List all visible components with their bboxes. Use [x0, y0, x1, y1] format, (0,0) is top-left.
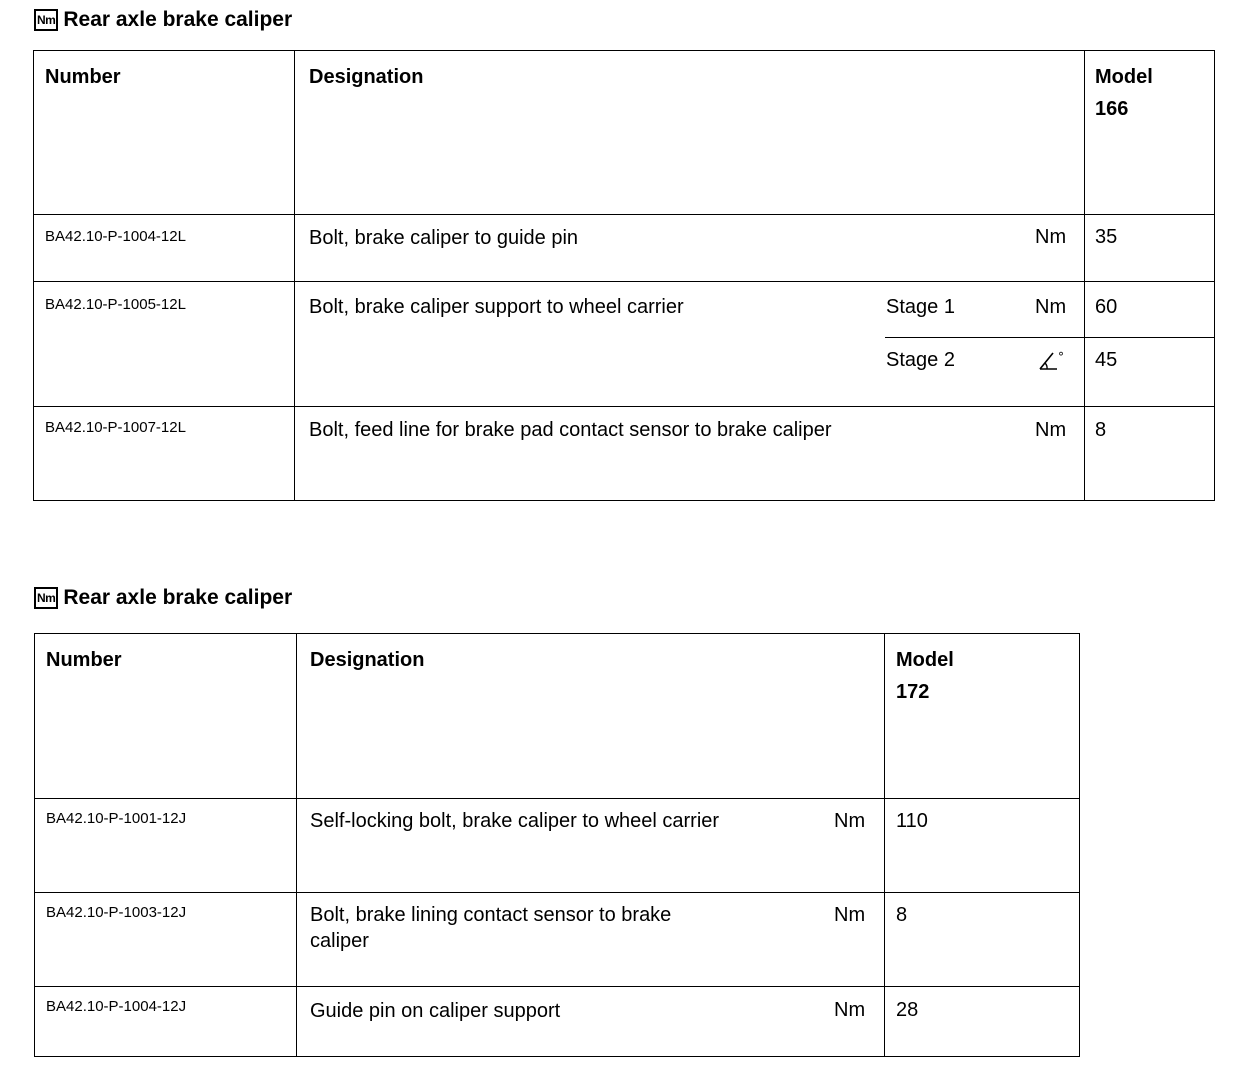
stage-divider — [885, 337, 1214, 338]
header-designation: Designation — [309, 66, 424, 88]
part-number: BA42.10-P-1005-12L — [45, 296, 186, 313]
angle-unit: ° — [1058, 349, 1064, 364]
unit: Nm — [834, 810, 866, 832]
torque-table-172 — [34, 633, 1080, 1057]
torque-value: 60 — [1095, 296, 1118, 318]
header-number: Number — [45, 66, 121, 88]
unit: Nm — [834, 904, 866, 926]
torque-value: 28 — [896, 999, 919, 1021]
nm-torque-icon: Nm — [34, 9, 58, 31]
row-divider — [34, 214, 1214, 215]
header-model-label: Model — [1095, 66, 1153, 88]
designation: Bolt, brake caliper support to wheel carrier — [309, 296, 684, 318]
header-designation: Designation — [310, 649, 425, 671]
part-number: BA42.10-P-1004-12J — [46, 998, 187, 1015]
header-number: Number — [46, 649, 122, 671]
nm-torque-icon: Nm — [34, 587, 58, 609]
header-model-value: 172 — [896, 681, 930, 703]
section-title-1: Rear axle brake caliper — [63, 8, 293, 31]
torque-value: 35 — [1095, 226, 1118, 248]
designation: Bolt, brake caliper to guide pin — [309, 227, 579, 249]
row-divider — [35, 986, 1079, 987]
col-divider — [1084, 51, 1085, 500]
row-divider — [34, 281, 1214, 282]
header-model-label: Model — [896, 649, 954, 671]
col-divider — [296, 634, 297, 1056]
angle-degree-icon — [1038, 349, 1068, 372]
unit: Nm — [1035, 419, 1067, 441]
part-number: BA42.10-P-1001-12J — [46, 810, 187, 827]
unit: Nm — [834, 999, 866, 1021]
row-divider — [34, 406, 1214, 407]
section-title-2: Rear axle brake caliper — [63, 586, 293, 609]
row-divider — [35, 892, 1079, 893]
torque-value: 8 — [896, 904, 908, 926]
torque-table-166 — [33, 50, 1215, 501]
header-model-value: 166 — [1095, 98, 1129, 120]
part-number: BA42.10-P-1004-12L — [45, 228, 186, 245]
torque-value: 8 — [1095, 419, 1107, 441]
unit: Nm — [1035, 296, 1067, 318]
col-divider — [294, 51, 295, 500]
section-heading-1 — [34, 8, 292, 32]
stage-label: Stage 1 — [886, 296, 955, 318]
stage-label: Stage 2 — [886, 349, 955, 371]
designation: Self-locking bolt, brake caliper to wheel carrier — [310, 810, 720, 832]
unit: Nm — [1035, 226, 1067, 248]
row-divider — [35, 798, 1079, 799]
designation: Bolt, feed line for brake pad contact sensor to brake caliper — [309, 419, 832, 441]
torque-value: 110 — [896, 810, 928, 832]
part-number: BA42.10-P-1007-12L — [45, 419, 186, 436]
designation: Guide pin on caliper support — [310, 1000, 561, 1022]
col-divider — [884, 634, 885, 1056]
designation: Bolt, brake lining contact sensor to brake caliper — [310, 904, 672, 952]
section-heading-2 — [34, 586, 292, 610]
part-number: BA42.10-P-1003-12J — [46, 904, 187, 921]
torque-value: 45 — [1095, 349, 1118, 371]
